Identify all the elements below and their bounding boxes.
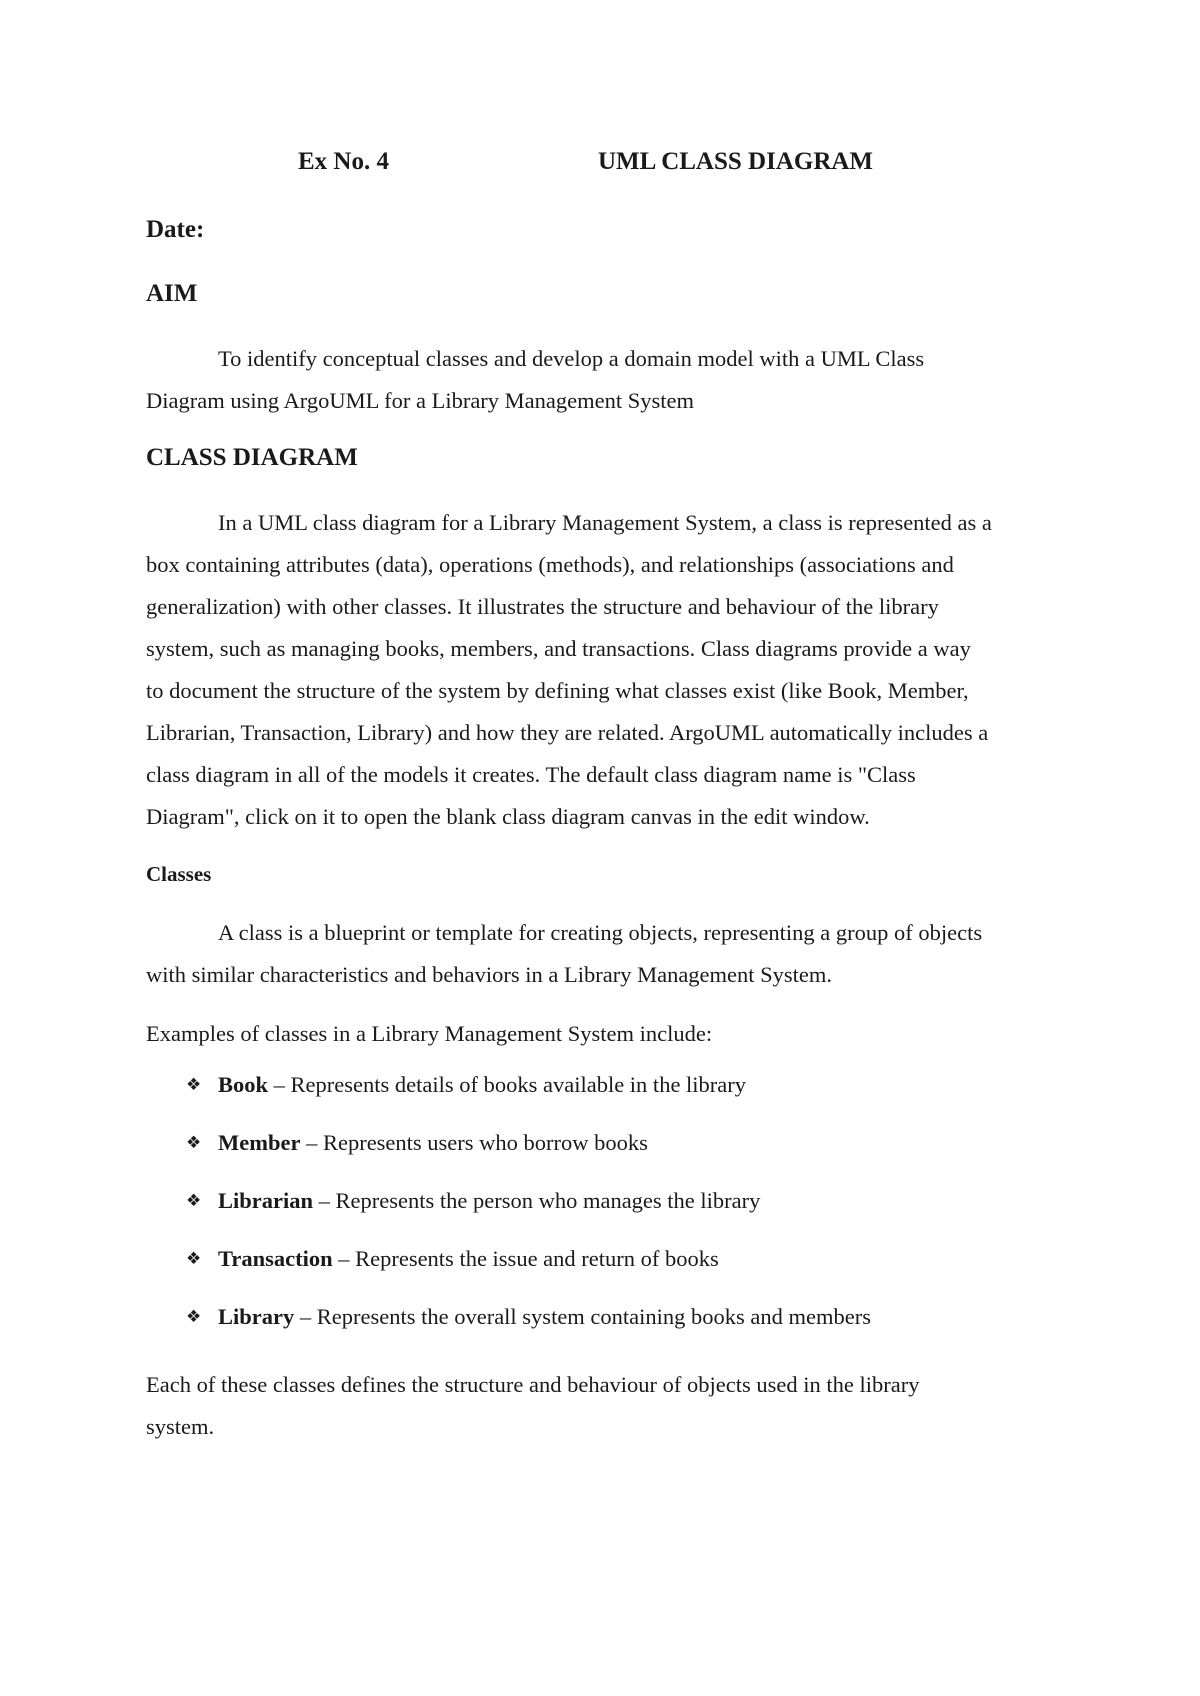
list-item-term: Transaction xyxy=(218,1246,333,1271)
date-label: Date: xyxy=(146,216,205,243)
aim-line-1: To identify conceptual classes and develop a domain model with a UML Class xyxy=(218,346,925,371)
list-item-desc: – Represents the issue and return of books xyxy=(332,1246,719,1271)
class-diagram-line-7: class diagram in all of the models it creates. The default class diagram name is "Class xyxy=(146,762,916,787)
closing-line-2: system. xyxy=(146,1414,215,1439)
classes-heading: Classes xyxy=(146,862,212,886)
examples-intro: Examples of classes in a Library Management System include: xyxy=(146,1021,713,1046)
class-diagram-line-2: box containing attributes (data), operations (methods), and relationships (associations and xyxy=(146,552,954,577)
class-diagram-line-6: Librarian, Transaction, Library) and how they are related. ArgoUML automatically includes a xyxy=(146,720,989,745)
bullet-diamond-icon: ❖ xyxy=(186,1249,202,1269)
list-item-desc: – Represents details of books available in the library xyxy=(268,1072,747,1097)
aim-heading: AIM xyxy=(146,280,198,307)
class-diagram-line-4: system, such as managing books, members, and transactions. Class diagrams provide a way xyxy=(146,636,971,661)
class-diagram-line-3: generalization) with other classes. It illustrates the structure and behaviour of the library xyxy=(146,594,939,619)
class-diagram-line-8: Diagram", click on it to open the blank class diagram canvas in the edit window. xyxy=(146,804,870,829)
class-diagram-line-1: In a UML class diagram for a Library Management System, a class is represented as a xyxy=(218,510,992,535)
list-item-transaction xyxy=(186,1246,719,1272)
classes-line-2: with similar characteristics and behaviors in a Library Management System. xyxy=(146,962,833,987)
list-item-term: Book xyxy=(218,1072,269,1097)
bullet-diamond-icon: ❖ xyxy=(186,1191,202,1211)
bullet-diamond-icon: ❖ xyxy=(186,1133,202,1153)
class-diagram-line-5: to document the structure of the system by defining what classes exist (like Book, Member, xyxy=(146,678,969,703)
list-item-book xyxy=(186,1072,746,1098)
list-item-librarian xyxy=(186,1188,760,1214)
list-item-term: Member xyxy=(218,1130,301,1155)
bullet-diamond-icon: ❖ xyxy=(186,1075,202,1095)
exercise-number: Ex No. 4 xyxy=(298,148,389,175)
classes-line-1: A class is a blueprint or template for creating objects, representing a group of objects xyxy=(218,920,983,945)
bullet-diamond-icon: ❖ xyxy=(186,1307,202,1327)
list-item-desc: – Represents the person who manages the library xyxy=(313,1188,761,1213)
class-diagram-heading: CLASS DIAGRAM xyxy=(146,444,358,471)
list-item-member xyxy=(186,1130,648,1156)
closing-line-1: Each of these classes defines the structure and behaviour of objects used in the library xyxy=(146,1372,920,1397)
list-item-desc: – Represents users who borrow books xyxy=(300,1130,648,1155)
page-title: UML CLASS DIAGRAM xyxy=(598,148,874,175)
aim-line-2: Diagram using ArgoUML for a Library Management System xyxy=(146,388,695,413)
list-item-term: Librarian xyxy=(218,1188,314,1213)
list-item-term: Library xyxy=(218,1304,295,1329)
list-item-library xyxy=(186,1304,871,1330)
list-item-desc: – Represents the overall system containing books and members xyxy=(294,1304,871,1329)
